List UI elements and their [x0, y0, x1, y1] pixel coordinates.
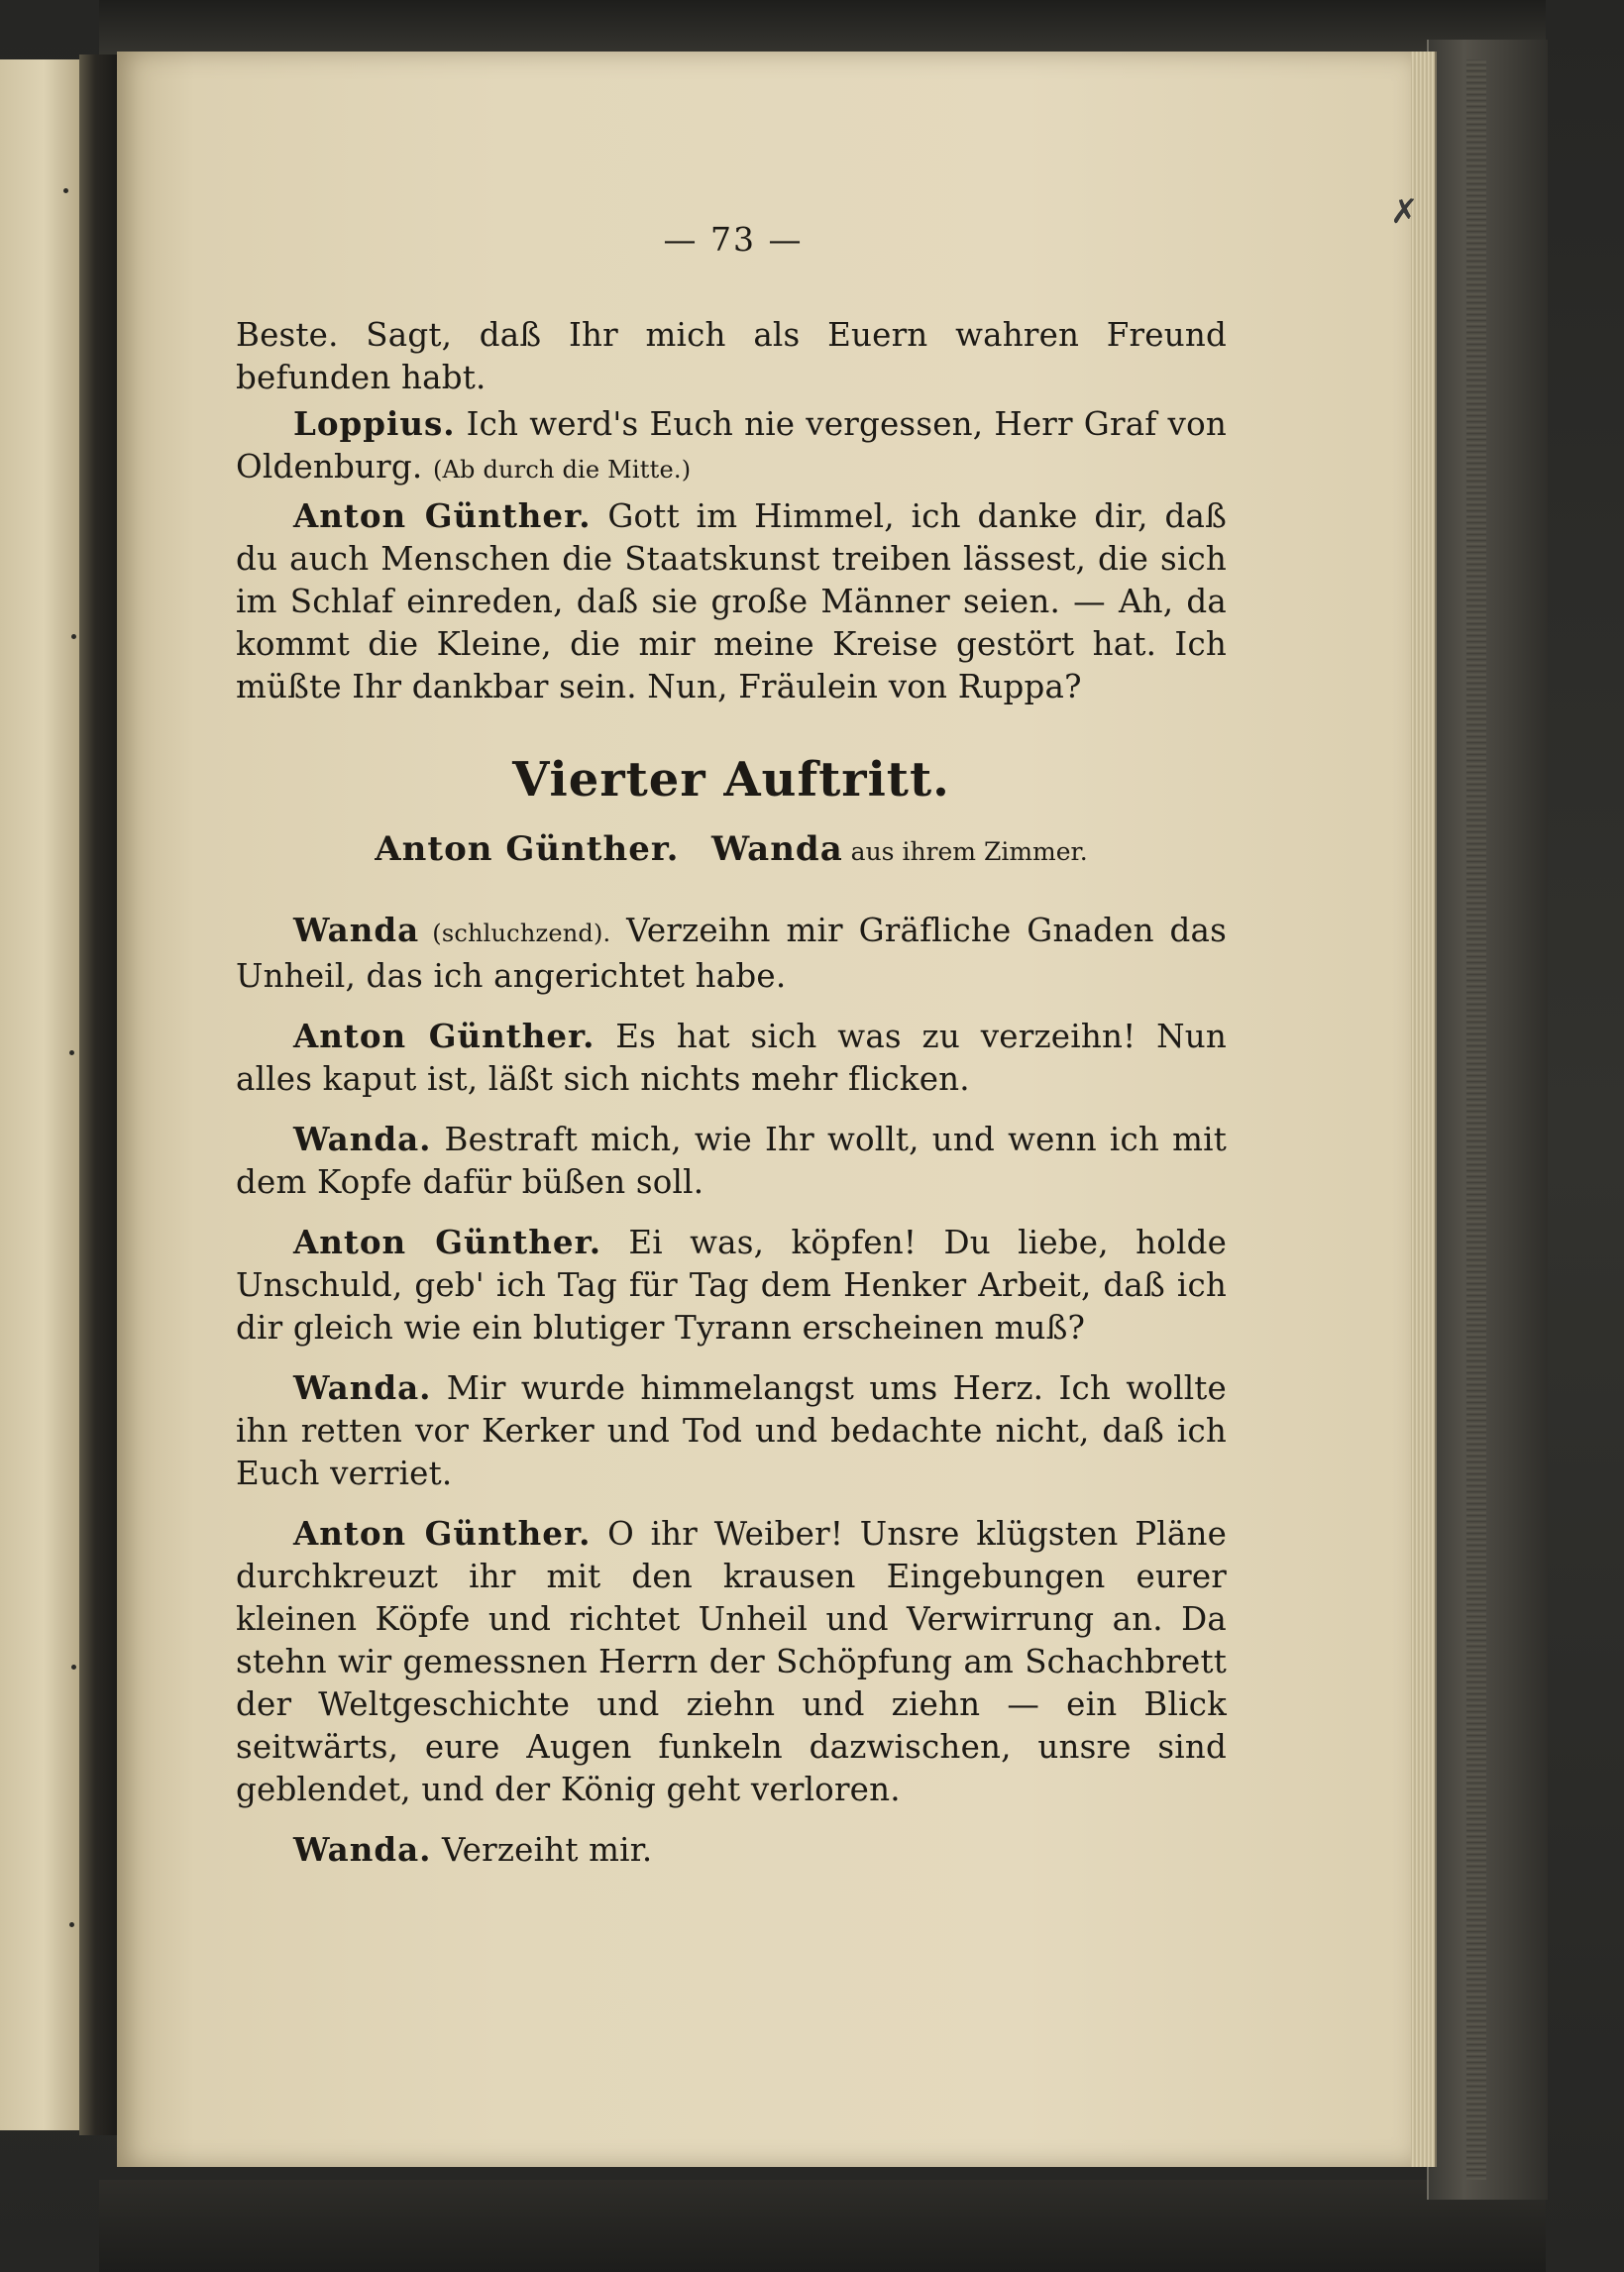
book-gutter — [79, 54, 119, 2135]
speaker-name: Wanda. — [293, 1830, 432, 1869]
speaker-name: Anton Günther. — [293, 1017, 595, 1055]
page-number: — 73 — — [663, 220, 804, 259]
speaker-name: Anton Günther. — [293, 1514, 592, 1553]
binding-mark — [69, 1050, 74, 1055]
speaker-name: Wanda. — [293, 1368, 432, 1407]
binding-mark — [71, 1665, 76, 1670]
dialogue-text: Mir wurde himmelangst ums Herz. Ich wollte ihn retten vor Kerker und Tod und bedachte nicht, daß ich Euch verriet. — [236, 1369, 1227, 1492]
dialogue-text: Verzeihn mir Gräfliche Gnaden das Unheil, das ich angerichtet habe. — [236, 912, 1227, 995]
paragraph-gap — [236, 1814, 1227, 1828]
scene-heading: Vierter Auftritt. — [512, 752, 950, 808]
speaker-name: Anton Günther. — [293, 1223, 602, 1261]
pencil-corner-mark: ✗ — [1390, 192, 1419, 232]
paragraph-text: Beste. Sagt, daß Ihr mich als Euern wahren Freund befunden habt. — [236, 316, 1227, 396]
scene-cast-line — [236, 829, 1227, 869]
binding-mark — [63, 188, 68, 193]
stage-direction: (schluchzend). — [419, 920, 611, 947]
dialogue-text: O ihr Weiber! Unsre klügsten Pläne durchkreuzt ihr mit den krausen Eingebungen eurer kleinen Köpfe und richtet Unheil und Verwirrung an. Da stehn wir gemessnen Herrn der Schöpfung am Schachbrett der Weltgeschichte und ziehn und ziehn — ein Blick seitwärts, eure Augen funkeln dazwischen, unsre sind geblendet, und der König geht verloren. — [236, 1515, 1228, 1808]
dialogue-loppius — [236, 402, 1227, 491]
dialogue-text: Ei was, köpfen! Du liebe, holde Unschuld, geb' ich Tag für Tag dem Henker Arbeit, daß ich dir gleich wie ein blutiger Tyrann erscheinen muß? — [236, 1224, 1228, 1347]
stage-direction: aus ihrem Zimmer. — [842, 837, 1088, 866]
book-page — [117, 52, 1419, 2167]
scan-background-top — [99, 0, 1546, 54]
dialogue-wanda — [236, 1828, 1227, 1872]
dialogue-wanda — [236, 1366, 1227, 1495]
cover-spine-texture — [1466, 59, 1486, 2180]
book-cover-board — [1427, 40, 1548, 2200]
dialogue-text: Bestraft mich, wie Ihr wollt, und wenn ich mit dem Kopfe dafür büßen soll. — [236, 1121, 1227, 1201]
paragraph-gap — [236, 1001, 1227, 1015]
speaker-name: Loppius. — [293, 404, 456, 443]
paragraph-continuation — [236, 314, 1227, 399]
dialogue-text: Ich werd's Euch nie vergessen, Herr Graf von Oldenburg. — [236, 405, 1227, 486]
dialogue-anton-guenther — [236, 1512, 1227, 1811]
paragraph-gap — [236, 1498, 1227, 1512]
cast-name: Wanda — [710, 829, 843, 869]
dialogue-anton-guenther — [236, 1221, 1227, 1350]
paragraph-gap — [236, 1104, 1227, 1118]
dialogue-wanda — [236, 1118, 1227, 1204]
page-text-block — [236, 220, 1227, 1875]
stage-direction: (Ab durch die Mitte.) — [432, 456, 692, 484]
binding-mark — [71, 634, 76, 639]
speaker-name: Anton Günther. — [293, 496, 592, 535]
facing-page-edge — [0, 59, 82, 2130]
binding-mark — [69, 1922, 74, 1927]
dialogue-anton-guenther — [236, 494, 1227, 708]
speaker-name: Wanda — [293, 911, 420, 949]
dialogue-anton-guenther — [236, 1015, 1227, 1101]
dialogue-text: Verzeiht mir. — [431, 1831, 653, 1869]
scan-background-bottom — [99, 2180, 1546, 2272]
paragraph-gap — [236, 1352, 1227, 1366]
dialogue-wanda — [236, 909, 1227, 998]
cast-name: Anton Günther. — [375, 829, 680, 869]
speaker-name: Wanda. — [293, 1120, 432, 1158]
dialogue-text: Gott im Himmel, ich danke dir, daß du auch Menschen die Staatskunst treiben lässest, die sich im Schlaf einreden, daß sie große Männer seien. — Ah, da kommt die Kleine, die mir meine Kreise gestört hat. Ich müßte Ihr dankbar sein. Nun, Fräulein von Ruppa? — [236, 497, 1228, 705]
paragraph-gap — [236, 1207, 1227, 1221]
dialogue-text: Es hat sich was zu verzeihn! Nun alles kaput ist, läßt sich nichts mehr flicken. — [236, 1018, 1227, 1098]
